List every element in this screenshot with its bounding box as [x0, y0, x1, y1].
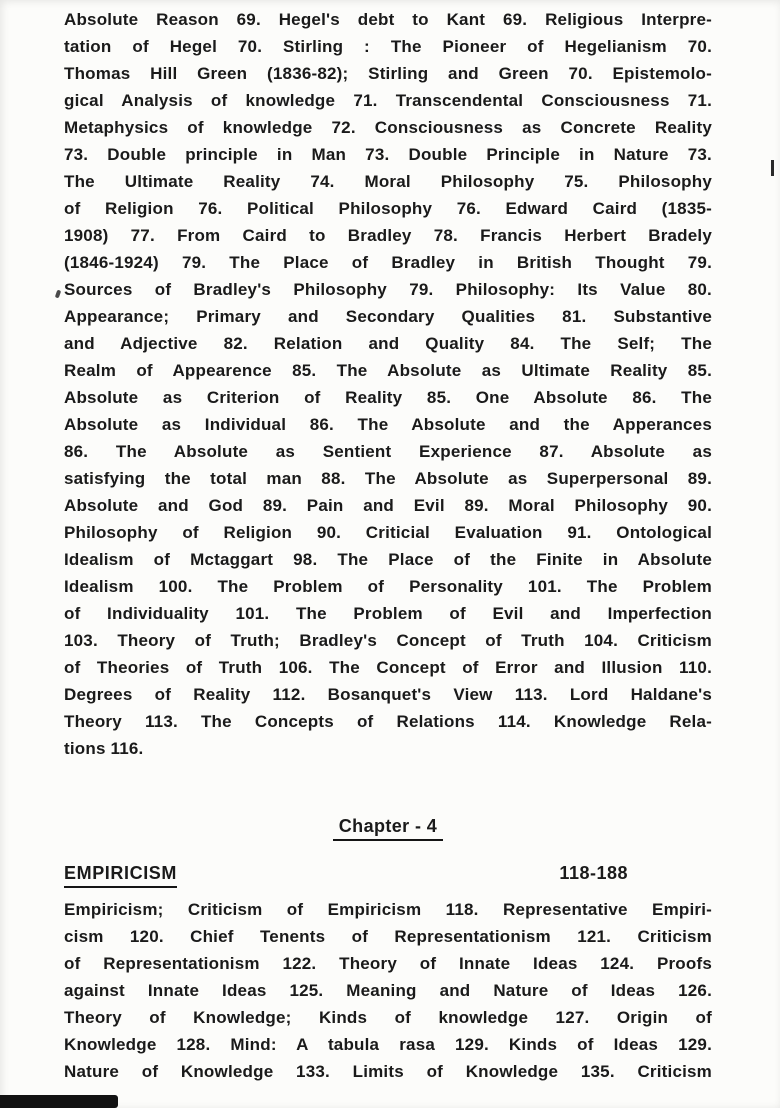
toc-line: against Innate Ideas 125. Meaning and Nature of Ideas 126. — [64, 981, 712, 1000]
toc-line: Sources of Bradley's Philosophy 79. Philosophy: Its Value 80. — [64, 280, 712, 299]
toc-line: tions 116. — [64, 739, 144, 758]
toc-line: Absolute as Criterion of Reality 85. One Absolute 86. The — [64, 388, 712, 407]
chapter-heading: Chapter - 4 — [333, 816, 443, 841]
toc-line: Degrees of Reality 112. Bosanquet's View 113. Lord Haldane's — [64, 685, 712, 704]
section-header-row — [64, 863, 712, 893]
toc-line: Knowledge 128. Mind: A tabula rasa 129. Kinds of Ideas 129. — [64, 1035, 712, 1054]
toc-line: Theory of Knowledge; Kinds of knowledge 127. Origin of — [64, 1008, 712, 1027]
toc-line: 86. The Absolute as Sentient Experience 87. Absolute as — [64, 442, 712, 461]
toc-line: Absolute Reason 69. Hegel's debt to Kant 69. Religious Interpre- — [64, 10, 712, 29]
toc-line: and Adjective 82. Relation and Quality 84. The Self; The — [64, 334, 712, 353]
toc-line: The Ultimate Reality 74. Moral Philosophy 75. Philosophy — [64, 172, 712, 191]
toc-line: Thomas Hill Green (1836-82); Stirling and Green 70. Epistemolo- — [64, 64, 712, 83]
page-content — [64, 6, 712, 1085]
toc-line: Idealism 100. The Problem of Personality 101. The Problem — [64, 577, 712, 596]
toc-paragraph-chapter3 — [64, 6, 712, 762]
toc-line: Philosophy of Religion 90. Criticial Evaluation 91. Ontological — [64, 523, 712, 542]
toc-line: Appearance; Primary and Secondary Qualities 81. Substantive — [64, 307, 712, 326]
toc-line: of Theories of Truth 106. The Concept of Error and Illusion 110. — [64, 658, 712, 677]
toc-line: gical Analysis of knowledge 71. Transcendental Consciousness 71. — [64, 91, 712, 110]
toc-line: 73. Double principle in Man 73. Double Principle in Nature 73. — [64, 145, 712, 164]
chapter-heading-row — [64, 816, 712, 841]
toc-line: of Representationism 122. Theory of Innate Ideas 124. Proofs — [64, 954, 712, 973]
toc-line: Absolute and God 89. Pain and Evil 89. Moral Philosophy 90. — [64, 496, 712, 515]
scan-artifact-bar — [0, 1095, 118, 1108]
section-title: EMPIRICISM — [64, 863, 177, 888]
toc-line: Theory 113. The Concepts of Relations 114. Knowledge Rela- — [64, 712, 712, 731]
toc-line: Nature of Knowledge 133. Limits of Knowledge 135. Criticism — [64, 1062, 712, 1081]
toc-line: Realm of Appearence 85. The Absolute as Ultimate Reality 85. — [64, 361, 712, 380]
toc-line: satisfying the total man 88. The Absolute as Superpersonal 89. — [64, 469, 712, 488]
toc-line: of Religion 76. Political Philosophy 76. Edward Caird (1835- — [64, 199, 712, 218]
toc-line: 1908) 77. From Caird to Bradley 78. Francis Herbert Bradely — [64, 226, 712, 245]
toc-line: Empiricism; Criticism of Empiricism 118. Representative Empiri- — [64, 900, 712, 919]
toc-line: 103. Theory of Truth; Bradley's Concept of Truth 104. Criticism — [64, 631, 712, 650]
toc-line: Idealism of Mctaggart 98. The Place of the Finite in Absolute — [64, 550, 712, 569]
toc-line: Metaphysics of knowledge 72. Consciousness as Concrete Reality — [64, 118, 712, 137]
toc-line: tation of Hegel 70. Stirling : The Pioneer of Hegelianism 70. — [64, 37, 712, 56]
scan-artifact-mark — [55, 290, 61, 299]
toc-paragraph-chapter4 — [64, 896, 712, 1085]
toc-line: Absolute as Individual 86. The Absolute and the Apperances — [64, 415, 712, 434]
toc-line: cism 120. Chief Tenents of Representationism 121. Criticism — [64, 927, 712, 946]
toc-line: of Individuality 101. The Problem of Evil and Imperfection — [64, 604, 712, 623]
toc-line: (1846-1924) 79. The Place of Bradley in British Thought 79. — [64, 253, 712, 272]
scan-artifact-tick — [771, 160, 774, 176]
section-page-range: 118-188 — [559, 863, 628, 883]
